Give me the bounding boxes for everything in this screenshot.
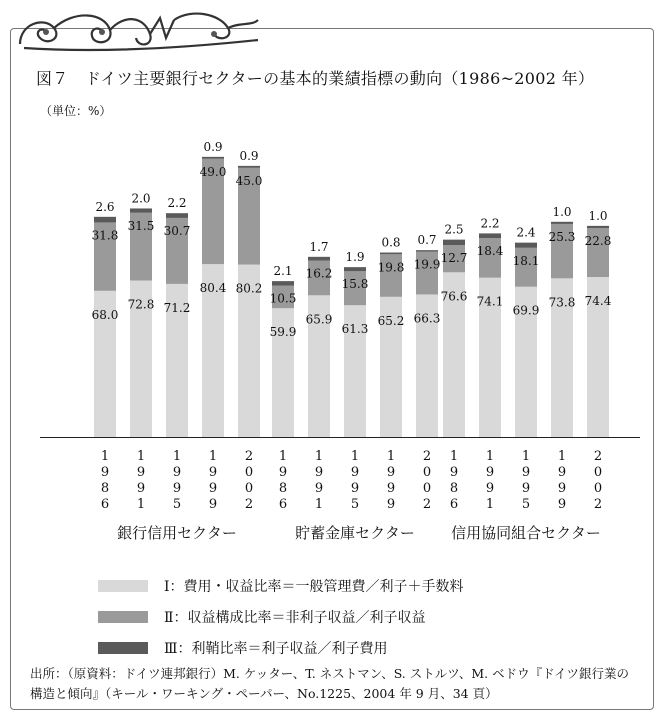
tick-year-2-3-3: 9 <box>557 497 567 512</box>
tick-year-2-3-2: 9 <box>557 481 567 496</box>
label-noninterest-2-0: 12.7 <box>440 251 468 266</box>
tick-year-1-0-3: 6 <box>278 497 288 512</box>
tick-year-0-0-1: 9 <box>100 465 110 480</box>
label-margin-2-2: 2.4 <box>516 225 536 240</box>
bar-margin-2-0 <box>443 240 465 245</box>
label-margin-0-4: 0.9 <box>239 148 259 163</box>
group-label-1: 貯蓄金庫セクター <box>295 524 415 542</box>
tick-year-0-2-1: 9 <box>172 465 182 480</box>
bar-margin-2-2 <box>515 243 537 248</box>
tick-year-0-3-3: 9 <box>208 497 218 512</box>
label-margin-2-3: 1.0 <box>552 204 572 219</box>
label-cost-2-1: 74.1 <box>476 294 504 309</box>
label-cost-1-2: 61.3 <box>341 322 369 337</box>
legend-swatch-margin <box>98 642 148 654</box>
label-noninterest-2-4: 22.8 <box>584 234 612 249</box>
bar-margin-2-4 <box>587 226 609 228</box>
tick-year-1-2-3: 5 <box>350 497 360 512</box>
bar-margin-0-0 <box>94 217 116 223</box>
label-margin-2-1: 2.2 <box>480 216 500 231</box>
label-cost-1-3: 65.2 <box>377 313 405 328</box>
bar-margin-1-1 <box>308 257 330 261</box>
label-noninterest-0-1: 31.5 <box>127 218 155 233</box>
label-cost-0-3: 80.4 <box>199 281 227 296</box>
legend-swatch-cost <box>98 580 148 592</box>
tick-year-1-2-1: 9 <box>350 465 360 480</box>
label-noninterest-2-2: 18.1 <box>512 253 540 268</box>
tick-year-1-3-1: 9 <box>386 465 396 480</box>
label-noninterest-0-3: 49.0 <box>199 164 227 179</box>
label-cost-2-0: 76.6 <box>440 289 468 304</box>
tick-year-1-0-0: 1 <box>278 449 288 464</box>
tick-year-2-0-0: 1 <box>449 449 459 464</box>
bar-margin-0-1 <box>130 208 152 212</box>
label-noninterest-1-4: 19.9 <box>413 257 441 272</box>
tick-year-0-2-0: 1 <box>172 449 182 464</box>
chart-title: 図７ ドイツ主要銀行セクターの基本的業績指標の動向（1986~2002 年） <box>36 69 595 88</box>
label-margin-0-2: 2.2 <box>167 196 187 211</box>
label-noninterest-2-1: 18.4 <box>476 244 504 259</box>
label-noninterest-0-0: 31.8 <box>91 228 119 243</box>
legend-label-cost: Ⅰ：費用・収益比率＝一般管理費／利子＋手数料 <box>164 579 464 595</box>
tick-year-0-4-1: 0 <box>244 465 254 480</box>
label-cost-2-4: 74.4 <box>584 294 612 309</box>
label-margin-2-4: 1.0 <box>588 208 608 223</box>
bar-margin-0-3 <box>202 157 224 159</box>
label-margin-1-0: 2.1 <box>273 264 293 279</box>
tick-year-1-4-1: 0 <box>422 465 432 480</box>
bar-margin-0-4 <box>238 166 260 168</box>
tick-year-2-1-2: 9 <box>485 481 495 496</box>
label-margin-1-4: 0.7 <box>417 233 437 248</box>
label-noninterest-1-3: 19.8 <box>377 260 405 275</box>
tick-year-0-2-2: 9 <box>172 481 182 496</box>
tick-year-1-1-0: 1 <box>314 449 324 464</box>
tick-year-0-1-1: 9 <box>136 465 146 480</box>
label-noninterest-0-2: 30.7 <box>163 223 191 238</box>
tick-year-1-2-0: 1 <box>350 449 360 464</box>
tick-year-0-4-3: 2 <box>244 497 254 512</box>
tick-year-2-2-3: 5 <box>521 497 531 512</box>
legend-item-margin <box>98 634 464 662</box>
label-margin-1-1: 1.7 <box>309 239 329 254</box>
tick-year-0-1-0: 1 <box>136 449 146 464</box>
tick-year-0-0-0: 1 <box>100 449 110 464</box>
tick-year-2-4-3: 2 <box>593 497 603 512</box>
tick-year-1-1-2: 9 <box>314 481 324 496</box>
bar-margin-1-2 <box>344 267 366 271</box>
tick-year-1-1-3: 1 <box>314 497 324 512</box>
tick-year-1-0-2: 8 <box>278 481 288 496</box>
label-margin-1-3: 0.8 <box>381 235 401 250</box>
group-label-2: 信用協同組合セクター <box>451 524 601 542</box>
tick-year-2-1-0: 1 <box>485 449 495 464</box>
tick-year-1-3-3: 9 <box>386 497 396 512</box>
tick-year-2-3-0: 1 <box>557 449 567 464</box>
label-noninterest-1-1: 16.2 <box>305 266 333 281</box>
legend-label-noninterest: Ⅱ：収益構成比率＝非利子収益／利子収益 <box>164 610 426 626</box>
label-cost-0-4: 80.2 <box>235 281 263 296</box>
label-noninterest-2-3: 25.3 <box>548 229 576 244</box>
tick-year-2-0-2: 8 <box>449 481 459 496</box>
tick-year-1-4-2: 0 <box>422 481 432 496</box>
label-cost-1-1: 65.9 <box>305 312 333 327</box>
label-cost-0-2: 71.2 <box>163 300 191 315</box>
label-margin-0-1: 2.0 <box>131 191 151 206</box>
legend-item-cost <box>98 572 464 600</box>
tick-year-2-4-0: 2 <box>593 449 603 464</box>
label-margin-2-0: 2.5 <box>444 222 464 237</box>
label-noninterest-0-4: 45.0 <box>235 173 263 188</box>
legend <box>98 572 464 665</box>
label-cost-1-0: 59.9 <box>269 325 297 340</box>
tick-year-2-1-3: 1 <box>485 497 495 512</box>
bar-margin-1-4 <box>416 250 438 252</box>
source-note: 出所：（原資料：ドイツ連邦銀行）M. ケッター、T. ネストマン、S. ストルツ、M. ベドウ『ドイツ銀行業の構造と傾向』（キール・ワーキング・ペーパー、No.1225、2004 年 9 月、34 頁） <box>30 666 630 701</box>
bar-margin-2-1 <box>479 233 501 238</box>
tick-year-0-1-3: 1 <box>136 497 146 512</box>
label-noninterest-1-0: 10.5 <box>269 291 297 306</box>
tick-year-0-4-0: 2 <box>244 449 254 464</box>
tick-year-2-0-1: 9 <box>449 465 459 480</box>
tick-year-2-2-1: 9 <box>521 465 531 480</box>
tick-year-0-1-2: 9 <box>136 481 146 496</box>
tick-year-2-0-3: 6 <box>449 497 459 512</box>
tick-year-0-3-1: 9 <box>208 465 218 480</box>
tick-year-0-3-0: 1 <box>208 449 218 464</box>
tick-year-1-2-2: 9 <box>350 481 360 496</box>
tick-year-2-3-1: 9 <box>557 465 567 480</box>
label-margin-0-0: 2.6 <box>95 199 115 214</box>
label-cost-2-2: 69.9 <box>512 303 540 318</box>
tick-year-1-4-3: 2 <box>422 497 432 512</box>
label-cost-0-1: 72.8 <box>127 297 155 312</box>
tick-year-0-2-3: 5 <box>172 497 182 512</box>
tick-year-2-4-1: 0 <box>593 465 603 480</box>
tick-year-2-2-0: 1 <box>521 449 531 464</box>
legend-swatch-noninterest <box>98 611 148 623</box>
tick-year-2-2-2: 9 <box>521 481 531 496</box>
legend-item-noninterest <box>98 603 464 631</box>
bar-margin-1-3 <box>380 253 402 255</box>
tick-year-1-3-0: 1 <box>386 449 396 464</box>
unit-label: （単位：%） <box>40 104 112 118</box>
tick-year-0-3-2: 9 <box>208 481 218 496</box>
group-label-0: 銀行信用セクター <box>117 524 237 542</box>
tick-year-0-4-2: 0 <box>244 481 254 496</box>
bar-margin-1-0 <box>272 281 294 286</box>
tick-year-1-1-1: 9 <box>314 465 324 480</box>
tick-year-1-4-0: 2 <box>422 449 432 464</box>
tick-year-0-0-2: 8 <box>100 481 110 496</box>
label-cost-0-0: 68.0 <box>91 307 119 322</box>
bar-margin-2-3 <box>551 222 573 224</box>
tick-year-2-4-2: 0 <box>593 481 603 496</box>
label-cost-2-3: 73.8 <box>548 295 576 310</box>
label-margin-1-2: 1.9 <box>345 250 365 265</box>
bar-margin-0-2 <box>166 213 188 218</box>
tick-year-0-0-3: 6 <box>100 497 110 512</box>
tick-year-1-3-2: 9 <box>386 481 396 496</box>
label-margin-0-3: 0.9 <box>203 139 223 154</box>
legend-label-margin: Ⅲ：利鞘比率＝利子収益／利子費用 <box>164 641 388 657</box>
tick-year-1-0-1: 9 <box>278 465 288 480</box>
label-noninterest-1-2: 15.8 <box>341 277 369 292</box>
tick-year-2-1-1: 9 <box>485 465 495 480</box>
label-cost-1-4: 66.3 <box>413 311 441 326</box>
